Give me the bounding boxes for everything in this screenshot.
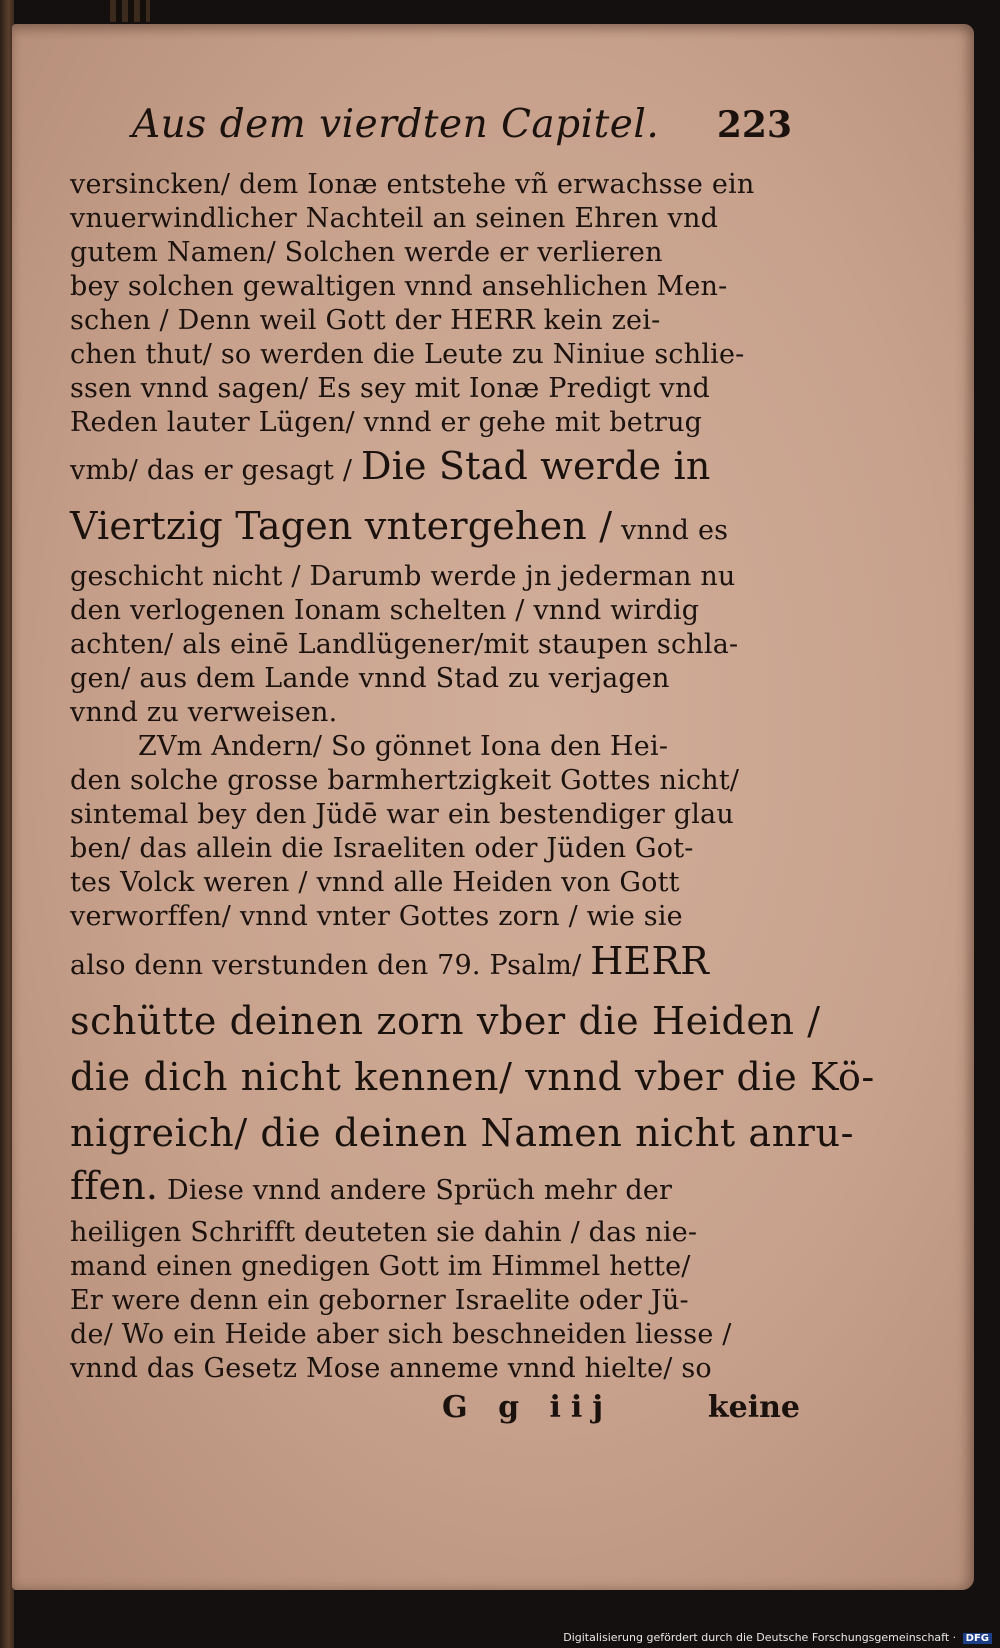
text-line: schen / Denn weil Gott der HERR kein zei-	[70, 305, 661, 336]
text-line: vnuerwindlicher Nachteil an seinen Ehren vnd	[70, 203, 719, 234]
text-line: sintemal bey den Jüdē war ein bestendiger glau	[70, 799, 734, 830]
paragraph-2	[70, 730, 875, 1386]
dfg-logo: DFG	[963, 1633, 992, 1644]
text-line: den solche grosse barmhertzigkeit Gottes nicht/	[70, 765, 740, 796]
text-line-mixed	[70, 440, 780, 497]
text-line: vnnd das Gesetz Mose anneme vnnd hielte/ so	[70, 1353, 712, 1384]
text-line: versincken/ dem Ionæ entstehe vñ erwachsse ein	[70, 169, 755, 200]
quotation-line: die dich nicht kennen/ vnnd vber die Kö-	[70, 1055, 875, 1099]
page-number: 223	[716, 104, 792, 146]
text-run-large: Viertzig Tagen vntergehen /	[70, 504, 613, 548]
text-run-small: vmb/ das er gesagt /	[70, 455, 353, 486]
text-line: ssen vnnd sagen/ Es sey mit Ionæ Predigt vnd	[70, 373, 711, 404]
text-line: ben/ das allein die Israeliten oder Jüden Got-	[70, 833, 694, 864]
text-line: mand einen gnedigen Gott im Himmel hette/	[70, 1251, 691, 1282]
text-run-small: also denn verstunden den 79. Psalm/	[70, 950, 582, 981]
text-line: tes Volck weren / vnnd alle Heiden von Gott	[70, 867, 680, 898]
quotation-line: schütte deinen zorn vber die Heiden /	[70, 999, 821, 1043]
credit-text: Digitalisierung gefördert durch die Deutsche Forschungsgemeinschaft ·	[563, 1631, 957, 1644]
text-line: verworffen/ vnnd vnter Gottes zorn / wie sie	[70, 901, 683, 932]
page-footer	[70, 1390, 800, 1434]
catchword: keine	[707, 1390, 800, 1425]
text-line-mixed	[70, 934, 780, 993]
quotation-line: nigreich/ die deinen Namen nicht anru-	[70, 1111, 855, 1155]
text-run-small: Diese vnnd andere Sprüch mehr der	[166, 1175, 673, 1206]
book-page	[12, 24, 974, 1590]
text-line: Er were denn ein geborner Israelite oder Jü-	[70, 1285, 689, 1316]
signature-mark: G g iij	[442, 1390, 614, 1425]
text-line: gen/ aus dem Lande vnnd Stad zu verjagen	[70, 663, 670, 694]
text-line: chen thut/ so werden die Leute zu Niniue schlie-	[70, 339, 745, 370]
page-text-block	[70, 102, 875, 1434]
text-line: ZVm Andern/ So gönnet Iona den Hei-	[138, 731, 669, 762]
page-header	[70, 102, 792, 164]
text-line: geschicht nicht / Darumb werde jn jederman nu	[70, 561, 736, 592]
text-line: vnnd zu verweisen.	[70, 697, 338, 728]
text-line: gutem Namen/ Solchen werde er verlieren	[70, 237, 663, 268]
text-run-small: vnnd es	[621, 515, 729, 546]
text-line-mixed	[70, 497, 780, 560]
text-run-large: ffen.	[70, 1164, 159, 1208]
digitization-credit	[563, 1631, 992, 1644]
text-line: achten/ als einē Landlügener/mit staupen schla-	[70, 629, 739, 660]
text-line: Reden lauter Lügen/ vnnd er gehe mit betrug	[70, 407, 703, 438]
text-run-large: Die Stad werde in	[360, 444, 711, 488]
text-line: bey solchen gewaltigen vnnd ansehlichen Men-	[70, 271, 728, 302]
text-line-mixed	[70, 1161, 780, 1216]
running-head: Aus dem vierdten Capitel.	[132, 102, 660, 147]
text-line: den verlogenen Ionam schelten / vnnd wirdig	[70, 595, 700, 626]
binding-edge	[110, 0, 150, 22]
text-line: heiligen Schrifft deuteten sie dahin / das nie-	[70, 1217, 698, 1248]
paragraph-1	[70, 168, 780, 730]
text-line: de/ Wo ein Heide aber sich beschneiden liesse /	[70, 1319, 732, 1350]
text-run-large: HERR	[590, 939, 710, 983]
